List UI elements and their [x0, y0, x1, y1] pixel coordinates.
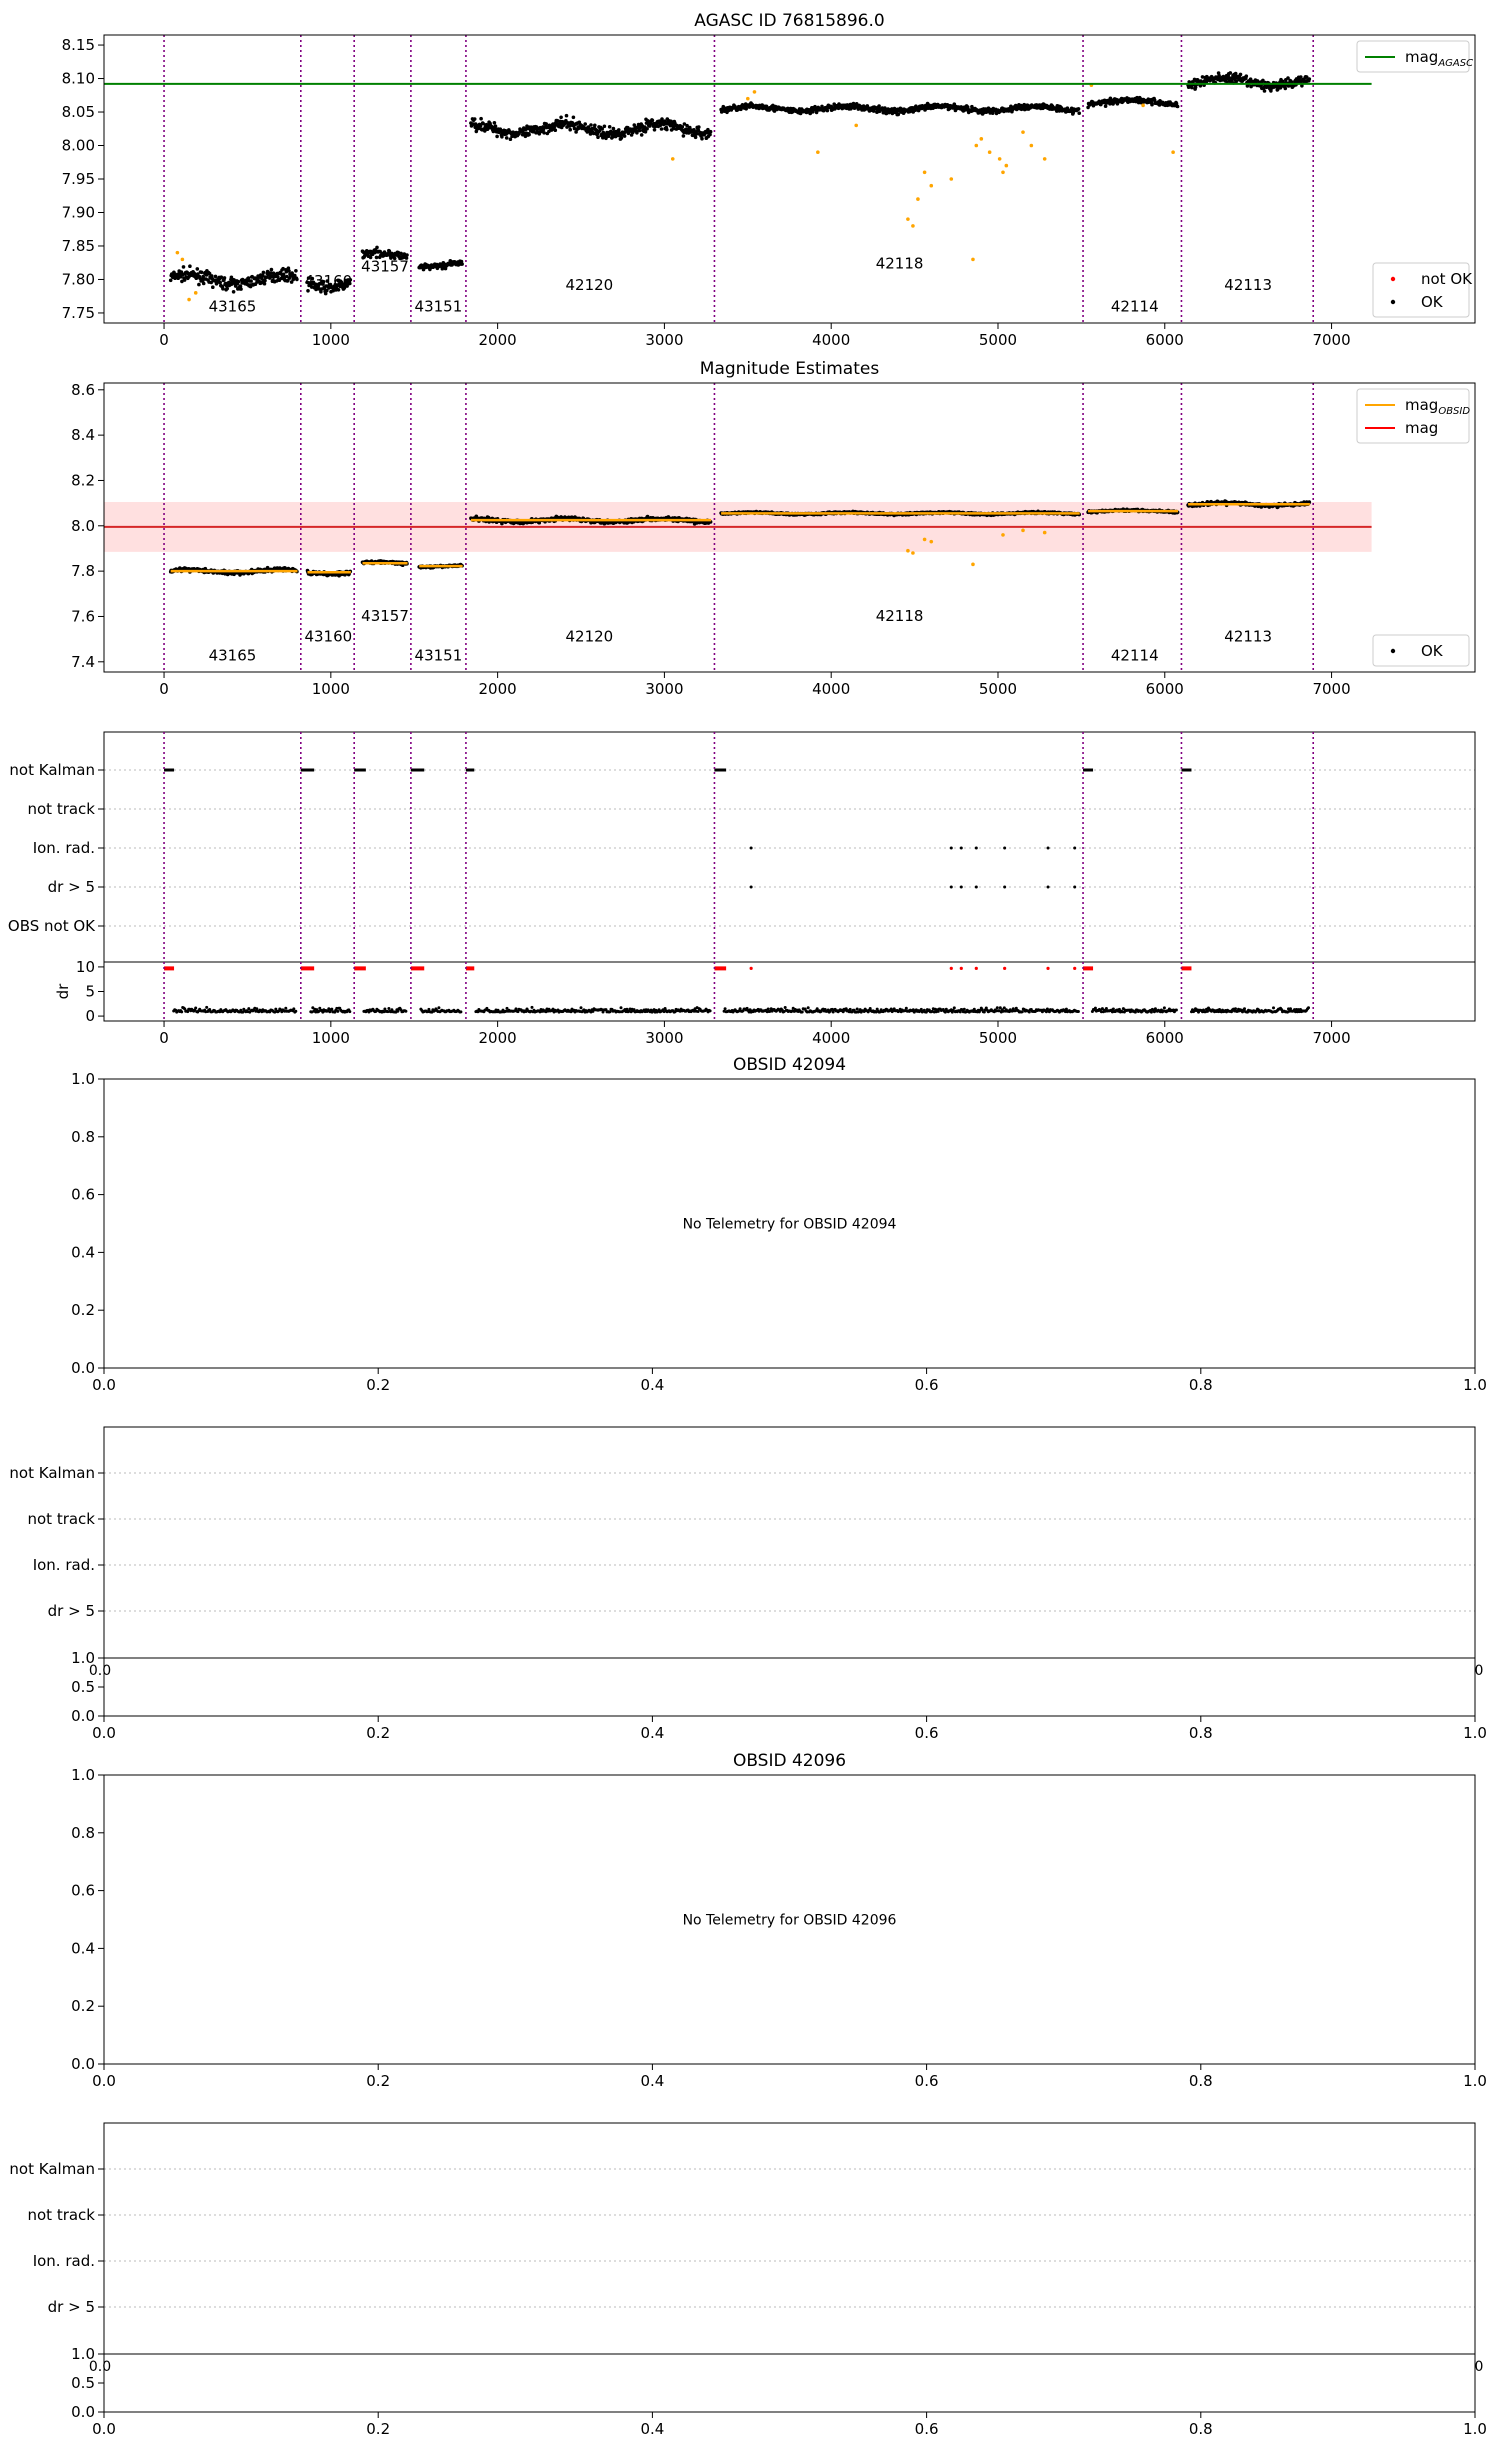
orange-point — [988, 150, 992, 154]
ok-point — [505, 136, 509, 140]
x-tick-label: 5000 — [978, 680, 1018, 698]
dr-point — [609, 1010, 612, 1013]
dr-point — [963, 1008, 966, 1011]
ok-point — [214, 275, 218, 279]
orange-point — [1005, 164, 1009, 168]
ok-point — [1176, 105, 1180, 109]
obsid-label: 43157 — [361, 607, 409, 625]
dr5-mark — [960, 886, 963, 889]
data-points — [169, 71, 1311, 301]
ok-point — [399, 252, 403, 256]
ok-point — [682, 134, 686, 138]
orange-point — [1030, 144, 1034, 148]
panel-title: Magnitude Estimates — [699, 359, 880, 379]
ok-point — [405, 253, 409, 257]
ok-point — [542, 131, 546, 135]
y-tick-label: 7.8 — [71, 562, 95, 581]
dr-point — [437, 1006, 440, 1009]
ok-point — [249, 279, 253, 283]
category-label: OBS not OK — [7, 917, 95, 935]
ok-point — [1190, 86, 1194, 90]
ok-point — [202, 282, 206, 286]
dr-point — [180, 1010, 183, 1013]
legend-marker-swatch — [1391, 649, 1395, 653]
ok-point — [739, 108, 743, 112]
dr-point — [205, 1006, 208, 1009]
dr-point — [330, 1008, 333, 1011]
obsid-label: 42120 — [565, 276, 614, 295]
y-tick-label: 7.6 — [71, 607, 95, 626]
ok-point — [665, 128, 669, 132]
orange-point — [753, 90, 757, 94]
dr-point — [292, 1007, 295, 1010]
orange-point — [929, 184, 933, 188]
y-tick-label: 7.95 — [61, 170, 95, 188]
ok-point — [1263, 89, 1267, 93]
ok-point — [262, 271, 266, 275]
ok-point — [1229, 71, 1233, 75]
ion-rad-mark — [960, 847, 963, 850]
orange-point — [1171, 150, 1175, 154]
obsid-label: 42114 — [1110, 646, 1159, 665]
ok-point — [1234, 72, 1238, 76]
orange-point — [187, 298, 191, 302]
dr-point — [905, 1007, 908, 1010]
ion-rad-mark — [1047, 847, 1050, 850]
legend-label: OK — [1421, 293, 1443, 311]
ok-point — [232, 290, 236, 294]
ok-point — [572, 116, 576, 120]
x-tick-label: 3000 — [645, 680, 684, 698]
y-tick-label: 10 — [75, 957, 95, 976]
dr-points — [172, 1006, 1310, 1014]
y-tick-label: 8.6 — [71, 380, 95, 399]
ok-point — [270, 268, 274, 272]
ok-point — [568, 128, 572, 132]
orange-point — [906, 217, 910, 221]
ok-point — [225, 287, 229, 291]
ok-point — [473, 117, 477, 121]
ok-point — [1284, 87, 1288, 91]
category-label: dr > 5 — [47, 878, 95, 896]
dr-point — [580, 1006, 583, 1009]
obsid-label: 43151 — [414, 297, 463, 316]
ok-point — [287, 269, 291, 273]
ok-point — [196, 267, 200, 271]
orange-point — [176, 251, 180, 255]
orange-point — [923, 171, 927, 175]
x-axis — [159, 672, 1350, 698]
ok-point — [1308, 77, 1312, 81]
orange-point — [1001, 533, 1005, 537]
ok-point — [583, 122, 587, 126]
ok-point — [620, 136, 624, 140]
dr-point — [620, 1006, 623, 1009]
y-tick-label: 8.4 — [71, 426, 95, 445]
legend-label: not OK — [1421, 270, 1472, 288]
y-axis — [62, 36, 104, 322]
x-axis — [159, 323, 1350, 349]
x-tick-label: 2000 — [478, 680, 517, 698]
ok-point — [645, 127, 649, 131]
ok-point — [188, 264, 192, 268]
obsid-label: 42118 — [875, 254, 924, 273]
x-tick-label: 7000 — [1312, 680, 1351, 698]
dr-point — [856, 1008, 859, 1011]
dr-point — [709, 1009, 712, 1012]
obsid-label: 42113 — [1224, 627, 1273, 646]
y-axis — [71, 381, 104, 671]
ion-rad-mark — [1003, 847, 1006, 850]
dr-point — [801, 1011, 804, 1014]
dr-point — [404, 1010, 407, 1013]
ok-point — [596, 135, 600, 139]
dr-point — [255, 1007, 258, 1010]
y-tick-label: 7.85 — [61, 236, 95, 255]
orange-point — [929, 540, 933, 544]
obsid-label: 43160 — [304, 627, 353, 646]
ok-point — [218, 281, 222, 285]
ok-point — [651, 119, 655, 123]
y-tick-label: 8.0 — [71, 516, 95, 535]
obsid-label: 42114 — [1110, 297, 1159, 316]
y-tick-label: 8.2 — [71, 471, 95, 490]
ok-point — [617, 128, 621, 132]
dr5-mark — [1073, 886, 1076, 889]
x-tick-label: 2000 — [478, 331, 517, 349]
x-tick-label: 5000 — [978, 331, 1018, 349]
y-tick-label: 7.75 — [61, 303, 95, 322]
ok-point — [653, 128, 657, 132]
orange-point — [816, 150, 820, 154]
dr-point — [294, 1010, 297, 1013]
legend-upper — [1357, 41, 1473, 72]
ion-rad-mark — [950, 847, 953, 850]
ok-point — [263, 282, 267, 286]
ok-point — [479, 124, 483, 128]
y-tick-label: 8.00 — [61, 136, 95, 155]
legend-label: OK — [1421, 642, 1443, 660]
ok-point — [589, 123, 593, 127]
y-tick-label: 7.80 — [61, 270, 95, 289]
x-tick-label: 4000 — [812, 680, 851, 698]
legend-subscript: OBSID — [1438, 406, 1471, 417]
y-tick-label: 8.15 — [61, 36, 95, 55]
y-tick-label: 5 — [85, 982, 95, 1001]
ok-point — [294, 269, 298, 273]
orange-point — [923, 538, 927, 542]
orange-point — [1021, 130, 1025, 134]
ok-point — [211, 285, 215, 289]
dr-point — [953, 1006, 956, 1009]
obsid-label: 43151 — [414, 646, 463, 665]
ok-point — [593, 124, 597, 128]
category-label: not track — [27, 800, 95, 818]
legend-upper — [1357, 389, 1470, 443]
obsid-label: 43165 — [208, 646, 257, 665]
ok-point — [603, 125, 607, 129]
ok-point — [169, 279, 173, 283]
dr5-mark — [975, 886, 978, 889]
obsid-label: 43160 — [304, 272, 353, 291]
orange-point — [911, 551, 915, 555]
orange-point — [975, 144, 979, 148]
dr-axis-label: dr — [54, 983, 72, 1000]
x-tick-label: 6000 — [1145, 331, 1184, 349]
orange-point — [194, 291, 198, 295]
y-tick-label: 8.05 — [61, 103, 95, 122]
dr5-mark — [1003, 886, 1006, 889]
ok-point — [495, 135, 499, 139]
orange-point — [671, 157, 675, 161]
legend-label: mag$_{OBSID}$ — [1405, 396, 1471, 417]
ok-point — [460, 262, 464, 266]
category-label: not Kalman — [9, 761, 95, 779]
ok-point — [697, 125, 701, 129]
ok-point — [660, 127, 664, 131]
orange-point — [1001, 171, 1005, 175]
ok-point — [544, 122, 548, 126]
dr-point — [531, 1006, 534, 1009]
ok-point — [239, 287, 243, 291]
x-tick-label: 6000 — [1145, 680, 1184, 698]
obsid-label: 43157 — [361, 257, 409, 276]
dr-point — [724, 1007, 727, 1010]
orange-point — [911, 224, 915, 228]
dr-point — [387, 1007, 390, 1010]
x-tick-label: 1000 — [311, 680, 350, 698]
orange-point — [971, 563, 975, 567]
ok-point — [1245, 74, 1249, 78]
obsid-label: 42113 — [1224, 276, 1273, 295]
y-tick-label: 7.4 — [71, 652, 95, 671]
dr5-mark — [1047, 886, 1050, 889]
legend-lower — [1373, 263, 1473, 317]
legend-label: mag$_{AGASC}$ — [1405, 48, 1474, 69]
dr-point — [459, 1010, 462, 1013]
ok-point — [681, 125, 685, 129]
ok-point — [479, 117, 483, 121]
ok-point — [1239, 73, 1243, 77]
x-tick-label: 0 — [159, 331, 169, 349]
ok-point — [494, 124, 498, 128]
y-tick-label: 8.10 — [61, 69, 95, 88]
ok-point — [1077, 111, 1081, 115]
flags-frame — [104, 732, 1475, 962]
ok-point — [375, 246, 379, 250]
ion-rad-mark — [750, 847, 753, 850]
ok-point — [559, 116, 563, 120]
x-tick-label: 7000 — [1312, 331, 1351, 349]
ok-point — [493, 121, 497, 125]
dr-point — [807, 1006, 810, 1009]
dr-point — [194, 1007, 197, 1010]
ok-point — [877, 104, 881, 108]
ok-point — [1077, 107, 1081, 111]
orange-point — [998, 157, 1002, 161]
ok-point — [826, 109, 830, 113]
y-tick-label: 0 — [85, 1007, 95, 1026]
panel-title: AGASC ID 76815896.0 — [694, 11, 885, 31]
ok-point — [221, 287, 225, 291]
ion-rad-mark — [975, 847, 978, 850]
ok-point — [500, 135, 504, 139]
orange-point — [916, 197, 920, 201]
ok-point — [565, 114, 569, 118]
dr-point — [336, 1010, 339, 1013]
orange-point — [906, 549, 910, 553]
x-tick-label: 4000 — [812, 331, 851, 349]
ok-point — [623, 134, 627, 138]
legend-marker-swatch — [1391, 300, 1395, 304]
ok-point — [554, 128, 558, 132]
ok-point — [638, 129, 642, 133]
ok-point — [527, 133, 531, 137]
orange-point — [746, 97, 750, 101]
dr5-mark — [750, 886, 753, 889]
orange-point — [980, 137, 984, 141]
orange-point — [854, 124, 858, 128]
dr-point — [996, 1006, 999, 1009]
ok-point — [237, 280, 241, 284]
ok-point — [223, 276, 227, 280]
ok-point — [612, 127, 616, 131]
orange-point — [1141, 104, 1145, 108]
ok-point — [700, 137, 704, 141]
dr-point — [784, 1006, 787, 1009]
orange-point — [181, 258, 185, 262]
orange-point — [1021, 529, 1025, 533]
dr5-mark — [950, 886, 953, 889]
legend-subscript: AGASC — [1438, 58, 1474, 69]
orange-point — [1043, 531, 1047, 535]
category-label: Ion. rad. — [32, 839, 95, 857]
x-tick-label: 3000 — [645, 331, 684, 349]
x-tick-label: 0 — [159, 680, 169, 698]
ok-point — [295, 278, 299, 282]
ok-point — [709, 130, 713, 134]
ok-point — [640, 133, 644, 137]
dr-point — [284, 1007, 287, 1010]
ok-point — [608, 125, 612, 129]
ion-rad-mark — [1073, 847, 1076, 850]
ok-point — [182, 265, 186, 269]
ok-point — [1104, 104, 1108, 108]
ok-point — [694, 136, 698, 140]
orange-point — [1043, 157, 1047, 161]
legend-label: mag — [1405, 419, 1439, 437]
ok-point — [263, 279, 267, 283]
legend-marker-swatch — [1391, 277, 1395, 281]
obsid-label: 42118 — [875, 607, 924, 625]
obsid-label: 43165 — [208, 297, 257, 316]
dr-point — [348, 1010, 351, 1013]
obsid-label: 42120 — [565, 627, 614, 646]
ok-point — [197, 283, 201, 287]
ok-point — [200, 271, 204, 275]
p3-panel — [8, 732, 1475, 1025]
y-tick-label: 7.90 — [61, 203, 95, 222]
legend-lower — [1373, 635, 1469, 666]
ok-point — [1150, 103, 1154, 107]
x-tick-label: 1000 — [311, 331, 350, 349]
orange-point — [949, 177, 953, 181]
ok-point — [220, 275, 224, 279]
orange-point — [971, 258, 975, 262]
